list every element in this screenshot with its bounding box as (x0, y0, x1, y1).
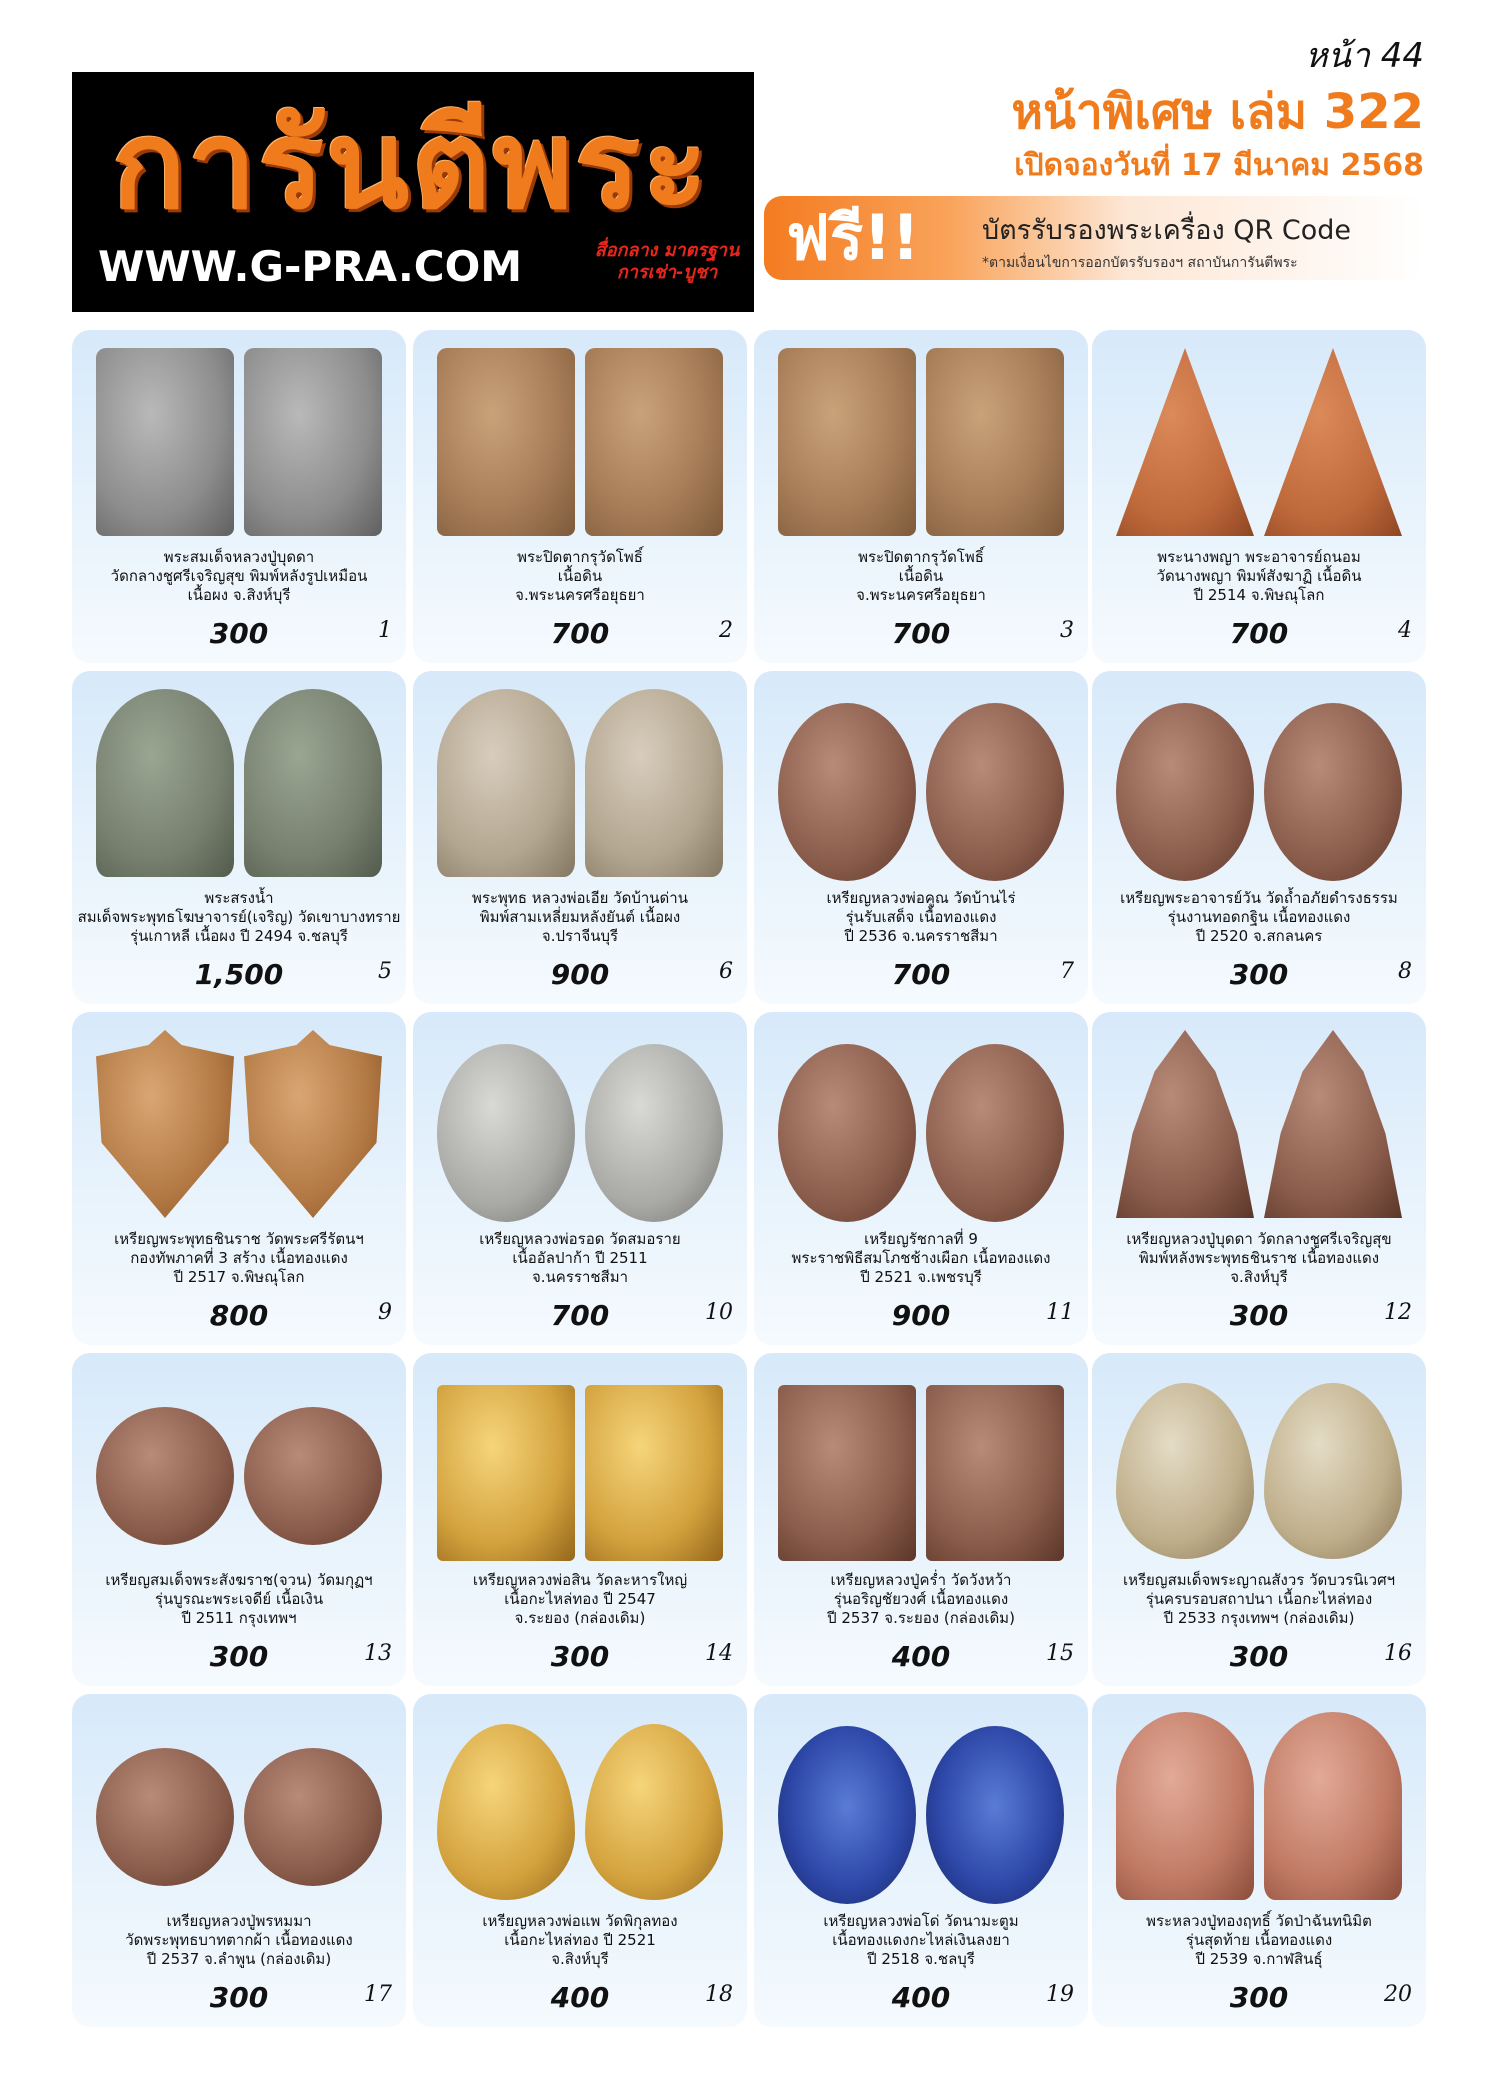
free-label: ฟรี!! (786, 201, 920, 274)
amulet-back-image (244, 348, 382, 536)
amulet-front-image (437, 1044, 575, 1222)
item-number: 5 (378, 959, 392, 984)
amulet-caption (758, 1912, 1084, 1969)
amulet-front-image (778, 703, 916, 881)
amulet-detail: เนื้ออัลปาก้า ปี 2511 (512, 1249, 648, 1267)
amulet-detail: จ.พระนครศรีอยุธยา (856, 586, 986, 604)
amulet-photo (1102, 338, 1416, 548)
amulet-card[interactable] (413, 1694, 747, 2027)
amulet-detail: ปี 2537 จ.ลำพูน (กล่องเดิม) (146, 1950, 332, 1968)
amulet-back-image (926, 703, 1064, 881)
amulet-front-image (96, 1407, 234, 1545)
amulet-detail: จ.ระยอง (กล่องเดิม) (514, 1609, 646, 1627)
amulet-detail: รุ่นสุดท้าย เนื้อทองแดง (1185, 1931, 1333, 1949)
amulet-front-image (96, 689, 234, 877)
amulet-front-image (96, 1030, 234, 1218)
amulet-back-image (926, 1385, 1064, 1561)
amulet-photo (82, 1020, 396, 1230)
amulet-price: 300 (1229, 958, 1289, 991)
brand-logo[interactable] (72, 72, 754, 312)
amulet-photo (1102, 679, 1416, 889)
amulet-name: พระนางพญา พระอาจารย์ถนอม (1157, 548, 1361, 566)
item-number: 16 (1384, 1641, 1412, 1666)
amulet-detail: รุ่นบูรณะพระเจดีย์ เนื้อเงิน (154, 1590, 324, 1608)
amulet-caption (1096, 1571, 1422, 1628)
item-number: 12 (1384, 1300, 1412, 1325)
amulet-photo (82, 1361, 396, 1571)
amulet-caption (1096, 1230, 1422, 1287)
amulet-photo (1102, 1702, 1416, 1912)
amulet-photo (764, 1702, 1078, 1912)
amulet-card[interactable] (72, 1353, 406, 1686)
amulet-detail: เนื้อดิน (557, 567, 603, 585)
amulet-caption (1096, 548, 1422, 605)
amulet-back-image (1264, 1712, 1402, 1900)
amulet-price: 700 (891, 617, 951, 650)
item-number: 18 (705, 1982, 733, 2007)
amulet-name: เหรียญหลวงพ่อแพ วัดพิกุลทอง (482, 1912, 678, 1930)
amulet-back-image (926, 1726, 1064, 1904)
logo-tagline (592, 240, 742, 284)
amulet-photo (423, 679, 737, 889)
amulet-card[interactable] (72, 330, 406, 663)
amulet-caption (76, 889, 402, 946)
amulet-photo (82, 679, 396, 889)
amulet-price: 300 (1229, 1981, 1289, 2014)
amulet-name: พระหลวงปู่ทองฤทธิ์ วัดป่าฉันทนิมิต (1146, 1912, 1372, 1930)
amulet-name: เหรียญพระพุทธชินราช วัดพระศรีรัตนฯ (114, 1230, 364, 1248)
amulet-photo (764, 1361, 1078, 1571)
amulet-name: พระปิดตากรุวัดโพธิ์ (517, 548, 643, 566)
amulet-photo (423, 1702, 737, 1912)
amulet-card[interactable] (72, 1012, 406, 1345)
amulet-card[interactable] (1092, 1694, 1426, 2027)
amulet-front-image (96, 1748, 234, 1886)
amulet-name: พระปิดตากรุวัดโพธิ์ (858, 548, 984, 566)
amulet-photo (82, 338, 396, 548)
item-number: 14 (705, 1641, 733, 1666)
amulet-price: 700 (1229, 617, 1289, 650)
item-number: 4 (1398, 618, 1412, 643)
amulet-photo (1102, 1020, 1416, 1230)
amulet-card[interactable] (1092, 1012, 1426, 1345)
amulet-back-image (926, 348, 1064, 536)
amulet-photo (764, 679, 1078, 889)
amulet-back-image (1264, 1383, 1402, 1559)
amulet-back-image (244, 1407, 382, 1545)
amulet-detail: จ.ปราจีนบุรี (541, 927, 619, 945)
amulet-front-image (1116, 1712, 1254, 1900)
amulet-detail: เนื้อกะไหล่ทอง ปี 2521 (504, 1931, 656, 1949)
amulet-back-image (1264, 703, 1402, 881)
amulet-front-image (778, 1385, 916, 1561)
amulet-card[interactable] (754, 671, 1088, 1004)
amulet-caption (1096, 889, 1422, 946)
amulet-card[interactable] (1092, 671, 1426, 1004)
amulet-price: 700 (550, 617, 610, 650)
amulet-name: เหรียญหลวงพ่อสิน วัดละหารใหญ่ (472, 1571, 688, 1589)
amulet-detail: รุ่นครบรอบสถาปนา เนื้อกะไหล่ทอง (1145, 1590, 1373, 1608)
amulet-detail: ปี 2533 กรุงเทพฯ (กล่องเดิม) (1163, 1609, 1355, 1627)
amulet-detail: รุ่นเกาหลี เนื้อผง ปี 2494 จ.ชลบุรี (130, 927, 348, 945)
amulet-front-image (96, 348, 234, 536)
amulet-name: เหรียญหลวงพ่อรอด วัดสมอราย (479, 1230, 681, 1248)
amulet-back-image (244, 1030, 382, 1218)
amulet-caption (758, 1230, 1084, 1287)
amulet-name: พระสรงน้ำ (204, 889, 274, 907)
logo-tagline-line-2: การเช่า-บูชา (616, 262, 718, 283)
amulet-photo (423, 338, 737, 548)
amulet-detail: เนื้อกะไหล่ทอง ปี 2547 (504, 1590, 656, 1608)
amulet-card[interactable] (413, 1012, 747, 1345)
item-number: 9 (378, 1300, 392, 1325)
amulet-caption (76, 1912, 402, 1969)
amulet-name: เหรียญสมเด็จพระญาณสังวร วัดบวรนิเวศฯ (1122, 1571, 1396, 1589)
amulet-caption (417, 1230, 743, 1287)
amulet-caption (417, 1571, 743, 1628)
amulet-caption (76, 548, 402, 605)
amulet-card[interactable] (1092, 330, 1426, 663)
item-number: 19 (1046, 1982, 1074, 2007)
amulet-price: 700 (891, 958, 951, 991)
amulet-detail: ปี 2539 จ.กาฬสินธุ์ (1195, 1950, 1323, 1968)
free-certificate-banner (764, 196, 1424, 280)
amulet-detail: จ.สิงห์บุรี (1230, 1268, 1288, 1286)
amulet-name: เหรียญหลวงพ่อโด่ วัดนามะตูม (823, 1912, 1019, 1930)
amulet-caption (417, 548, 743, 605)
amulet-back-image (585, 1385, 723, 1561)
amulet-detail: สมเด็จพระพุทธโฆษาจารย์(เจริญ) วัดเขาบางทราย (77, 908, 401, 926)
amulet-back-image (1264, 348, 1402, 536)
logo-tagline-line-1: สื่อกลาง มาตรฐาน (594, 240, 740, 261)
amulet-name: เหรียญหลวงปู่บุดดา วัดกลางชูศรีเจริญสุข (1126, 1230, 1392, 1248)
amulet-caption (76, 1571, 402, 1628)
amulet-front-image (437, 348, 575, 536)
amulet-price: 1,500 (194, 958, 284, 991)
amulet-price: 400 (891, 1981, 951, 2014)
amulet-detail: ปี 2520 จ.สกลนคร (1195, 927, 1323, 945)
amulet-detail: ปี 2521 จ.เพชรบุรี (860, 1268, 982, 1286)
amulet-photo (423, 1361, 737, 1571)
item-number: 7 (1060, 959, 1074, 984)
amulet-photo (423, 1020, 737, 1230)
amulet-name: พระพุทธ หลวงพ่อเอีย วัดบ้านด่าน (472, 889, 688, 907)
amulet-name: เหรียญพระอาจารย์วัน วัดถ้ำอภัยดำรงธรรม (1120, 889, 1398, 907)
amulet-caption (417, 1912, 743, 1969)
amulet-detail: วัดนางพญา พิมพ์สังฆาฏิ เนื้อดิน (1156, 567, 1362, 585)
amulet-price: 800 (209, 1299, 269, 1332)
amulet-price: 900 (550, 958, 610, 991)
amulet-card[interactable] (754, 1353, 1088, 1686)
amulet-price: 400 (550, 1981, 610, 2014)
item-number: 11 (1046, 1300, 1074, 1325)
amulet-name: เหรียญหลวงปู่พรหมมา (166, 1912, 312, 1930)
amulet-price: 900 (891, 1299, 951, 1332)
amulet-front-image (778, 348, 916, 536)
amulet-detail: จ.นครราชสีมา (531, 1268, 629, 1286)
amulet-detail: จ.พระนครศรีอยุธยา (515, 586, 645, 604)
amulet-detail: เนื้อดิน (898, 567, 944, 585)
special-issue-title: หน้าพิเศษ เล่ม 322 (1011, 84, 1424, 140)
amulet-caption (758, 1571, 1084, 1628)
amulet-card[interactable] (754, 1694, 1088, 2027)
amulet-detail: เนื้อทองแดงกะไหล่เงินลงยา (832, 1931, 1010, 1949)
amulet-price: 300 (209, 1981, 269, 2014)
amulet-name: เหรียญรัชกาลที่ 9 (864, 1230, 978, 1248)
amulet-photo (82, 1702, 396, 1912)
amulet-caption (76, 1230, 402, 1287)
amulet-front-image (1116, 1383, 1254, 1559)
page-number: หน้า 44 (1305, 36, 1424, 76)
amulet-front-image (778, 1726, 916, 1904)
amulet-caption (758, 889, 1084, 946)
amulet-photo (1102, 1361, 1416, 1571)
item-number: 2 (719, 618, 733, 643)
item-number: 20 (1384, 1982, 1412, 2007)
item-number: 1 (378, 618, 392, 643)
amulet-back-image (1264, 1030, 1402, 1218)
amulet-front-image (437, 1724, 575, 1900)
amulet-card[interactable] (413, 1353, 747, 1686)
amulet-card[interactable] (72, 671, 406, 1004)
amulet-detail: พิมพ์หลังพระพุทธชินราช เนื้อทองแดง (1138, 1249, 1380, 1267)
amulet-grid (72, 330, 1426, 2054)
amulet-front-image (437, 689, 575, 877)
amulet-detail: ปี 2514 จ.พิษณุโลก (1193, 586, 1325, 604)
amulet-detail: ปี 2536 จ.นครราชสีมา (844, 927, 998, 945)
amulet-price: 700 (550, 1299, 610, 1332)
amulet-detail: วัดพระพุทธบาทตากผ้า เนื้อทองแดง (125, 1931, 353, 1949)
amulet-price: 400 (891, 1640, 951, 1673)
amulet-name: เหรียญหลวงพ่อคูณ วัดบ้านไร่ (826, 889, 1016, 907)
item-number: 8 (1398, 959, 1412, 984)
amulet-detail: พิมพ์สามเหลี่ยมหลังยันต์ เนื้อผง (479, 908, 681, 926)
item-number: 17 (364, 1982, 392, 2007)
item-number: 6 (719, 959, 733, 984)
amulet-front-image (1116, 703, 1254, 881)
item-number: 3 (1060, 618, 1074, 643)
amulet-detail: วัดกลางชูศรีเจริญสุข พิมพ์หลังรูปเหมือน (110, 567, 368, 585)
amulet-detail: รุ่นรับเสด็จ เนื้อทองแดง (845, 908, 997, 926)
amulet-front-image (1116, 1030, 1254, 1218)
logo-title: การันตีพระ (111, 94, 710, 236)
amulet-detail: ปี 2511 กรุงเทพฯ (181, 1609, 297, 1627)
amulet-detail: ปี 2537 จ.ระยอง (กล่องเดิม) (827, 1609, 1015, 1627)
amulet-detail: จ.สิงห์บุรี (551, 1950, 609, 1968)
amulet-detail: รุ่นอริญชัยวงศ์ เนื้อทองแดง (833, 1590, 1009, 1608)
amulet-card[interactable] (754, 1012, 1088, 1345)
amulet-photo (764, 1020, 1078, 1230)
amulet-name: เหรียญสมเด็จพระสังฆราช(จวน) วัดมกุฏฯ (105, 1571, 373, 1589)
amulet-card[interactable] (72, 1694, 406, 2027)
amulet-price: 300 (550, 1640, 610, 1673)
amulet-detail: รุ่นงานทอดกฐิน เนื้อทองแดง (1167, 908, 1351, 926)
special-issue-date: เปิดจองวันที่ 17 มีนาคม 2568 (1014, 148, 1424, 183)
amulet-back-image (585, 1044, 723, 1222)
amulet-front-image (1116, 348, 1254, 536)
amulet-photo (764, 338, 1078, 548)
amulet-price: 300 (209, 617, 269, 650)
amulet-detail: กองทัพภาคที่ 3 สร้าง เนื้อทองแดง (130, 1249, 348, 1267)
amulet-detail: เนื้อผง จ.สิงห์บุรี (187, 586, 291, 604)
amulet-back-image (926, 1044, 1064, 1222)
logo-url: WWW.G-PRA.COM (98, 242, 523, 291)
amulet-front-image (778, 1044, 916, 1222)
amulet-back-image (244, 1748, 382, 1886)
item-number: 15 (1046, 1641, 1074, 1666)
item-number: 13 (364, 1641, 392, 1666)
amulet-card[interactable] (413, 330, 747, 663)
amulet-front-image (437, 1385, 575, 1561)
amulet-detail: ปี 2518 จ.ชลบุรี (867, 1950, 975, 1968)
amulet-caption (1096, 1912, 1422, 1969)
amulet-price: 300 (209, 1640, 269, 1673)
amulet-back-image (585, 348, 723, 536)
amulet-card[interactable] (1092, 1353, 1426, 1686)
amulet-detail: พระราชพิธีสมโภชช้างเผือก เนื้อทองแดง (791, 1249, 1051, 1267)
free-card-text: บัตรรับรองพระเครื่อง QR Code (982, 215, 1352, 246)
amulet-back-image (585, 1724, 723, 1900)
amulet-name: เหรียญหลวงปู่คร่ำ วัดวังหว้า (830, 1571, 1012, 1589)
amulet-caption (758, 548, 1084, 605)
amulet-back-image (244, 689, 382, 877)
amulet-card[interactable] (754, 330, 1088, 663)
amulet-detail: ปี 2517 จ.พิษณุโลก (173, 1268, 305, 1286)
amulet-caption (417, 889, 743, 946)
amulet-price: 300 (1229, 1299, 1289, 1332)
amulet-card[interactable] (413, 671, 747, 1004)
amulet-back-image (585, 689, 723, 877)
amulet-price: 300 (1229, 1640, 1289, 1673)
amulet-name: พระสมเด็จหลวงปู่บุดดา (163, 548, 315, 566)
item-number: 10 (705, 1300, 733, 1325)
free-card-note: *ตามเงื่อนไขการออกบัตรรับรองฯ สถาบันการันตีพระ (982, 255, 1298, 271)
